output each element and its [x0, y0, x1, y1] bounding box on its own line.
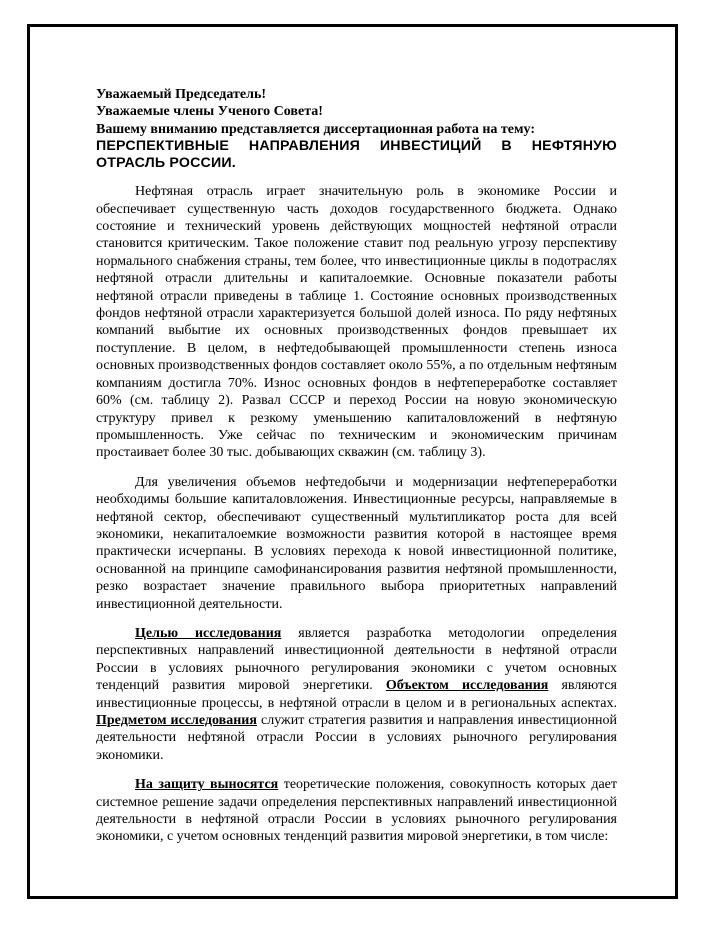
greeting-intro: Вашему вниманию представляется диссертационная работа на тему: [96, 121, 536, 137]
paragraph-investment-needs: Для увеличения объемов нефтедобычи и модернизации нефтепереработки необходимы большие капиталовложения. Инвестиционные ресурсы, направляемые в нефтяной сектор, обеспечивают существенный мультипликатор роста для всей экономики, некапиталоемкие возможности развития которой в настоящее время практически исчерпаны. В условиях перехода к новой инвестиционной политике, основанной на принципе самофинансирования развития нефтяной промышленности, резко возрастает значение правильного выбора приоритетных направлений инвестиционной деятельности. [96, 474, 617, 612]
term-research-subject: Предметом исследования [96, 713, 257, 728]
defense-points-text: теоретические положения, совокупность которых дает системное решение задачи определения перспективных направлений инвестиционной деятельности в нефтяной отрасли России в условиях рыночного регулирования экономики, с учетом основных тенденций развития мировой энергетики, в том числе: [96, 777, 617, 845]
paragraph-defense-points [96, 776, 617, 846]
paragraph-oil-industry: Нефтяная отрасль играет значительную роль в экономике России и обеспечивает существенную часть доходов государственного бюджета. Однако состояние и технический уровень действующих мощностей нефтяной отрасли становится критическим. Такое положение ставит под реальную угрозу перспективу нормального снабжения страны, тем более, что инвестиционные циклы в подотраслях нефтяной отрасли длительны и капиталоемкие. Основные показатели работы нефтяной отрасли приведены в таблице 1. Состояние основных производственных фондов нефтяной отрасли характеризуется большой долей износа. По ряду нефтяных компаний выбытие их основных производственных фондов превышает их поступление. В целом, в нефтедобывающей промышленности степень износа основных производственных фондов составляет около 55%, а по отдельным нефтяным компаниям достигла 70%. Износ основных фондов в нефтепереработке составляет 60% (см. таблицу 2). Развал СССР и переход России на новую экономическую структуру привел к резкому уменьшению капиталовложений в нефтяную промышленность. Уже сейчас по техническим и экономическим причинам простаивает более 30 тыс. добывающих скважин (см. таблицу 3). [96, 184, 617, 461]
research-object-text: являются инвестиционные процессы, в нефтяной отрасли в целом и в региональных аспектах. [96, 678, 617, 711]
paragraph-research-goals [96, 625, 617, 764]
greeting-council: Уважаемые члены Ученого Совета! [96, 104, 323, 120]
research-subject-text: служит стратегия развития и направления инвестиционной деятельности нефтяной отрасли России в условиях рыночного регулирования экономики. [96, 713, 618, 763]
greeting-chairman: Уважаемый Председатель! [96, 87, 267, 102]
research-goal-text: является разработка методологии определения перспективных направлений инвестиционной деятельности в нефтяной отрасли России в условиях рыночного регулирования экономики с учетом основных тенденций развития мировой энергетики. [96, 625, 617, 694]
dissertation-title: ПЕРСПЕКТИВНЫЕ НАПРАВЛЕНИЯ ИНВЕСТИЦИЙ В НЕФТЯНУЮ ОТРАСЛЬ РОССИИ. [96, 138, 617, 172]
document-body [96, 86, 617, 846]
term-research-object: Объектом исследования [385, 678, 549, 694]
term-research-goal: Целью исследования [135, 625, 282, 641]
term-defense-points: На защиту выносятся [135, 777, 279, 793]
